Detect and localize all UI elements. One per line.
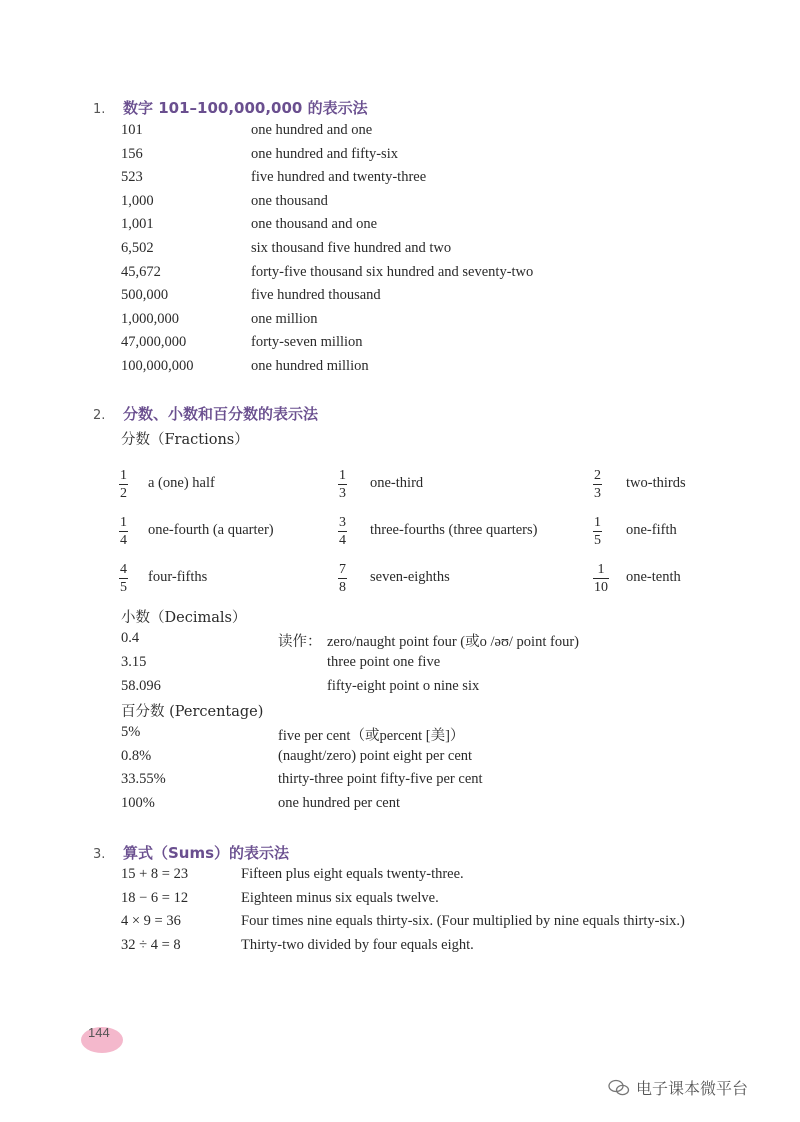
words-cell: one thousand [251, 192, 328, 209]
fraction [593, 515, 602, 548]
number-cell: 1,000 [121, 192, 154, 209]
fraction-bar [593, 484, 602, 485]
fraction-denominator: 5 [594, 533, 601, 548]
words-cell: one hundred and fifty-six [251, 145, 398, 162]
fraction-numerator: 1 [594, 515, 601, 530]
fraction-bar [119, 484, 128, 485]
fraction-words: a (one) half [148, 475, 215, 491]
sum-expression: 18 − 6 = 12 [121, 889, 189, 906]
words-cell: one thousand and one [251, 216, 378, 233]
fraction-bar [338, 484, 347, 485]
watermark [608, 1076, 748, 1099]
section-number: 2. [93, 408, 106, 423]
fraction-bar [338, 531, 347, 532]
words-cell: forty-seven million [251, 334, 363, 351]
fraction-numerator: 4 [120, 562, 127, 577]
fraction-words: one-third [370, 475, 424, 491]
words-cell: one million [251, 310, 318, 327]
decimal-number: 58.096 [121, 678, 161, 694]
fraction-words: one-tenth [626, 569, 681, 585]
words-cell: forty-five thousand six hundred and seventy-two [251, 263, 534, 280]
percentage-words: one hundred per cent [278, 794, 400, 811]
section-3-heading [93, 842, 289, 863]
percentage-words: (naught/zero) point eight per cent [278, 747, 473, 764]
fraction [338, 562, 347, 595]
fraction [593, 468, 602, 501]
watermark-text: 电子课本微平台 [636, 1079, 749, 1098]
number-cell: 1,000,000 [121, 310, 179, 327]
percentage-words: five per cent（或percent [美]） [278, 728, 465, 744]
sum-expression: 32 ÷ 4 = 8 [121, 936, 181, 953]
decimal-number: 3.15 [121, 654, 147, 670]
number-cell: 523 [121, 169, 143, 186]
number-cell: 1,001 [121, 216, 154, 233]
number-cell: 45,672 [121, 263, 161, 280]
percentage-number: 5% [121, 724, 141, 740]
decimal-words: three point one five [327, 654, 441, 670]
percentage-words: thirty-three point fifty-five per cent [278, 771, 483, 788]
fraction-words: three-fourths (three quarters) [370, 522, 538, 538]
fraction-denominator: 5 [120, 580, 127, 595]
fraction-numerator: 1 [120, 515, 127, 530]
fraction-numerator: 1 [597, 562, 605, 577]
fraction-numerator: 3 [339, 515, 346, 530]
fraction-denominator: 10 [594, 580, 608, 595]
section-2-heading [93, 403, 318, 424]
sum-words: Fifteen plus eight equals twenty-three. [241, 866, 464, 882]
decimals-label: 小数（Decimals） [121, 610, 247, 626]
number-cell: 156 [121, 145, 143, 162]
page-number: 144 [88, 1025, 110, 1040]
number-cell: 100,000,000 [121, 358, 194, 374]
words-cell: five hundred and twenty-three [251, 169, 427, 186]
fraction-denominator: 2 [120, 486, 127, 501]
number-cell: 47,000,000 [121, 334, 187, 351]
fraction-denominator: 8 [339, 580, 346, 595]
section-title: 数字 101–100,000,000 的表示法 [123, 99, 368, 117]
fraction [119, 515, 128, 548]
section-title: 算式（Sums）的表示法 [123, 844, 290, 862]
number-cell: 6,502 [121, 240, 154, 256]
sum-expression: 15 + 8 = 23 [121, 866, 189, 882]
section-title: 分数、小数和百分数的表示法 [123, 405, 319, 423]
words-cell: six thousand five hundred and two [251, 240, 452, 256]
fraction-numerator: 2 [594, 468, 601, 483]
fraction-words: one-fifth [626, 522, 677, 538]
percentage-label: 百分数 (Percentage) [121, 704, 264, 720]
section-1-heading [93, 97, 368, 118]
sum-expression: 4 × 9 = 36 [121, 913, 181, 930]
percentage-number: 33.55% [121, 771, 166, 788]
decimal-words: zero/naught point four (或o /əʊ/ point four) [327, 634, 579, 650]
sum-words: Thirty-two divided by four equals eight. [241, 936, 474, 953]
fraction-denominator: 3 [594, 486, 601, 501]
percentage-number: 100% [121, 794, 155, 811]
fraction-words: four-fifths [148, 569, 208, 585]
wechat-icon [608, 1079, 630, 1097]
fraction-words: two-thirds [626, 475, 686, 491]
fraction-bar [119, 531, 128, 532]
fraction-numerator: 1 [120, 468, 127, 483]
fraction [119, 562, 128, 595]
fraction [338, 468, 347, 501]
number-cell: 500,000 [121, 287, 169, 304]
words-cell: one hundred and one [251, 122, 373, 138]
sum-words: Eighteen minus six equals twelve. [241, 889, 439, 906]
number-cell: 101 [121, 122, 143, 138]
decimal-number: 0.4 [121, 630, 140, 646]
fraction-denominator: 3 [339, 486, 346, 501]
fraction-bar [338, 578, 347, 579]
fraction [593, 562, 609, 595]
words-cell: one hundred million [251, 358, 369, 374]
fraction-denominator: 4 [339, 533, 346, 548]
fraction-bar [593, 531, 602, 532]
fraction-bar [119, 578, 128, 579]
sum-words: Four times nine equals thirty-six. (Four multiplied by nine equals thirty-six.) [241, 913, 685, 930]
fraction-numerator: 7 [339, 562, 346, 577]
words-cell: five hundred thousand [251, 287, 381, 304]
fraction [119, 468, 128, 501]
fractions-label: 分数（Fractions） [121, 432, 249, 448]
fraction-denominator: 4 [120, 533, 127, 548]
fraction-words: seven-eighths [370, 569, 450, 585]
fraction [338, 515, 347, 548]
percentage-number: 0.8% [121, 747, 152, 764]
fraction-words: one-fourth (a quarter) [148, 522, 274, 538]
section-number: 3. [93, 847, 106, 862]
read-as-label: 读作： [278, 634, 322, 650]
decimal-words: fifty-eight point o nine six [327, 678, 480, 694]
fraction-bar [593, 578, 609, 579]
fraction-numerator: 1 [339, 468, 346, 483]
section-number: 1. [93, 102, 106, 117]
